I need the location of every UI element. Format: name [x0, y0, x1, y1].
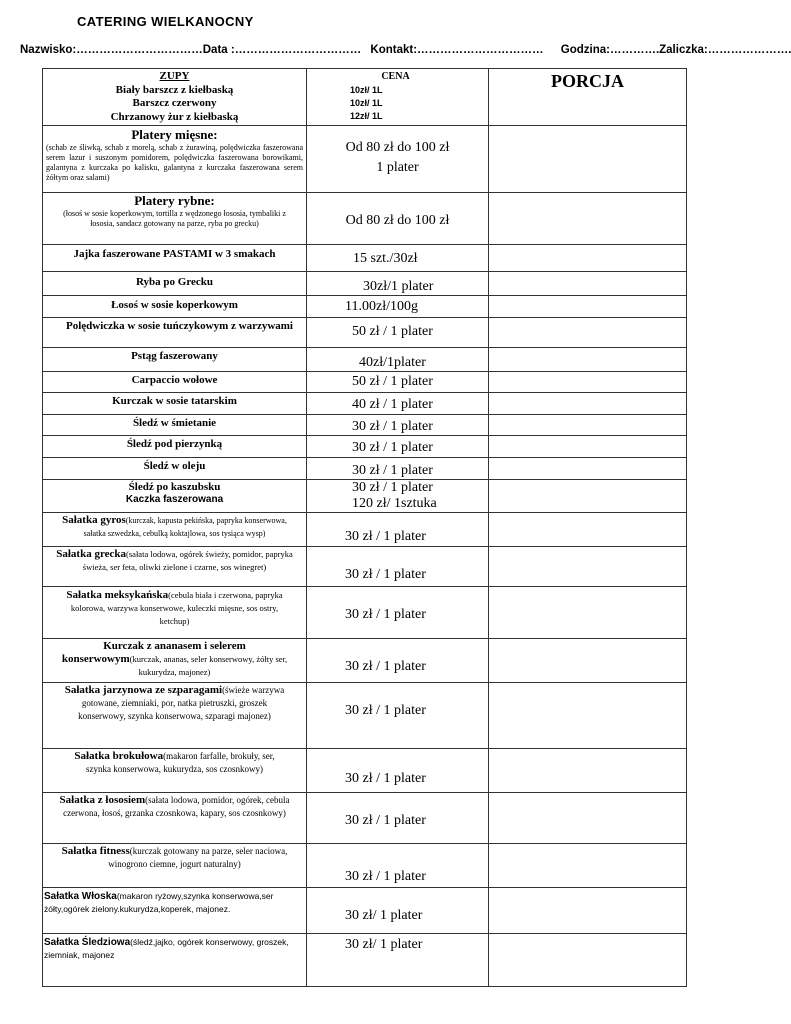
salad-price: 30 zł / 1 plater	[345, 703, 426, 718]
salad-price: 30 zł/ 1 plater	[345, 937, 423, 952]
salad-description: (kurczak gotowany na parze, seler naciowa, winogrono ciemne, jogurt naturalny)	[108, 846, 288, 869]
portion-cell[interactable]	[489, 348, 687, 372]
portion-cell[interactable]	[489, 513, 687, 547]
deposit-field[interactable]: Zaliczka:………………….	[659, 44, 791, 56]
table-row	[43, 436, 687, 458]
table-row	[43, 683, 687, 749]
portion-cell[interactable]	[489, 844, 687, 888]
salad-description: (cebula biała i czerwona, papryka kolorowa, warzywa konserwowe, kuleczki mięsne, sos ostry, ketchup)	[70, 590, 283, 626]
portion-cell[interactable]	[489, 683, 687, 749]
salad-description: (sałata lodowa, ogórek świeży, pomidor, papryka świeża, ser feta, oliwki zielone i czarne, sos winegret)	[82, 549, 293, 572]
portion-cell[interactable]	[489, 245, 687, 272]
menu-table	[42, 68, 687, 987]
salad-name: Kurczak z ananasem i selerem konserwowym	[61, 640, 246, 665]
item-price: 30 zł / 1 plater	[352, 480, 433, 495]
meat-platters-description: (schab ze śliwką, schab z morelą, schab z żurawiną, polędwiczka faszerowana serem lazur i suszonym pomidorem, polędwiczka faszerowana borowikami, galantyna z kurczaka po kalisku, galantyna z kurczaka faszerowana serem żółtym oraz salami)	[46, 143, 303, 182]
soup-item: Barszcz czerwony	[132, 97, 217, 109]
item-name: Śledź w oleju	[143, 460, 206, 472]
salad-price: 30 zł / 1 plater	[345, 567, 426, 582]
item-price: 15 szt./30zł	[353, 251, 418, 266]
table-row	[43, 69, 687, 126]
table-row	[43, 458, 687, 480]
salad-description: (kurczak, ananas, seler konserwowy, żółty ser, kukurydza, majonez)	[129, 654, 288, 677]
table-row	[43, 793, 687, 844]
table-row	[43, 272, 687, 296]
table-row	[43, 348, 687, 372]
contact-field[interactable]: Kontakt:……………………………	[370, 44, 544, 56]
document-title: CATERING WIELKANOCNY	[77, 14, 254, 29]
portion-cell[interactable]	[489, 415, 687, 436]
portion-cell[interactable]	[489, 272, 687, 296]
table-row	[43, 480, 687, 513]
fish-platters-price: Od 80 zł do 100 zł	[345, 213, 450, 228]
soups-header: ZUPY	[159, 70, 190, 82]
table-row	[43, 888, 687, 934]
meat-platters-unit: 1 plater	[376, 160, 419, 175]
salad-price: 30 zł / 1 plater	[345, 659, 426, 674]
soup-price: 10zł/ 1L	[350, 98, 383, 108]
item-price: 30 zł / 1 plater	[352, 463, 433, 478]
portion-cell[interactable]	[489, 639, 687, 683]
portion-cell[interactable]	[489, 393, 687, 415]
item-name: Śledź w śmietanie	[132, 417, 217, 429]
table-row	[43, 245, 687, 272]
table-row	[43, 415, 687, 436]
soup-item: Biały barszcz z kiełbaską	[115, 83, 234, 96]
salad-price: 30 zł / 1 plater	[345, 869, 426, 884]
fish-platters-name: Platery rybne:	[134, 193, 215, 208]
salad-description: (kurczak, kapusta pekińska, papryka konserwowa, sałatka szwedzka, cebulką koktajlowa, sos tysiąca wysp)	[83, 516, 287, 538]
item-price: 30zł/1 plater	[363, 279, 434, 294]
salad-name: Sałatka Śledziowa	[44, 937, 131, 948]
portion-cell[interactable]	[489, 69, 687, 126]
salad-price: 30 zł / 1 plater	[345, 607, 426, 622]
surname-field[interactable]: Nazwisko:……………………………	[20, 44, 203, 56]
salad-name: Sałatka z łososiem	[59, 794, 146, 806]
salad-price: 30 zł / 1 plater	[345, 771, 426, 786]
item-name: Jajka faszerowane PASTAMI w 3 smakach	[73, 248, 276, 260]
table-row	[43, 513, 687, 547]
order-header	[20, 44, 791, 56]
table-row	[43, 844, 687, 888]
salad-description: (świeże warzywa gotowane, ziemniaki, por, natka pietruszki, groszek konserwowy, szynka konserwowa, szparagi majonez)	[78, 685, 285, 721]
item-name: Kaczka faszerowana	[125, 494, 224, 505]
portion-cell[interactable]	[489, 934, 687, 987]
meat-platters-price: Od 80 zł do 100 zł	[345, 140, 450, 155]
item-price: 120 zł/ 1sztuka	[352, 496, 437, 511]
salad-description: (makaron farfalle, brokuły, ser, szynka konserwowa, kukurydza, sos czosnkowy)	[86, 751, 275, 774]
portion-cell[interactable]	[489, 458, 687, 480]
table-row	[43, 639, 687, 683]
salad-price: 30 zł/ 1 plater	[345, 908, 423, 923]
table-row	[43, 126, 687, 193]
portion-cell[interactable]	[489, 547, 687, 587]
item-name: Polędwiczka w sosie tuńczykowym z warzywami	[66, 320, 293, 332]
fish-platters-description: (łosoś w sosie koperkowym, tortilla z wędzonego łososia, tymbaliki z łososia, sandacz gotowany na parze, ryba po grecku)	[63, 209, 286, 228]
item-name: Łosoś w sosie koperkowym	[111, 299, 238, 311]
price-header: CENA	[381, 71, 410, 82]
item-name: Śledź po kaszubsku	[128, 481, 221, 493]
table-row	[43, 587, 687, 639]
portion-cell[interactable]	[489, 372, 687, 393]
item-price: 30 zł / 1 plater	[352, 440, 433, 455]
portion-cell[interactable]	[489, 793, 687, 844]
item-name: Ryba po Grecku	[135, 276, 214, 288]
meat-platters-name: Platery mięsne:	[131, 127, 218, 142]
item-name: Kurczak w sosie tatarskim	[112, 395, 237, 407]
soup-price: 10zł/ 1L	[350, 85, 383, 95]
salad-description: (śledź,jajko, ogórek konserwowy, groszek, ziemniak, majonez	[44, 937, 289, 960]
table-row	[43, 372, 687, 393]
table-row	[43, 318, 687, 348]
portion-cell[interactable]	[489, 888, 687, 934]
salad-name: Sałatka fitness	[61, 845, 130, 857]
item-price: 11.00zł/100g	[345, 299, 418, 314]
salad-name: Sałatka Włoska	[44, 891, 117, 902]
portion-cell[interactable]	[489, 296, 687, 318]
portion-cell[interactable]	[489, 480, 687, 513]
item-name: Carpaccio wołowe	[131, 374, 218, 386]
item-name: Pstąg faszerowany	[131, 350, 218, 362]
table-row	[43, 296, 687, 318]
table-row	[43, 934, 687, 987]
table-row	[43, 547, 687, 587]
soup-item: Chrzanowy żur z kiełbaską	[110, 110, 239, 123]
salad-description: (sałata lodowa, pomidor, ogórek, cebula czerwona, łosoś, grzanka czosnkowa, kapary, sos czosnkowy)	[63, 795, 290, 818]
date-field[interactable]: Data :……………………………	[202, 44, 362, 56]
item-price: 50 zł / 1 plater	[352, 374, 433, 389]
salad-name: Sałatka jarzynowa ze szparagami	[64, 684, 223, 696]
portion-cell[interactable]	[489, 126, 687, 193]
salad-name: Sałatka meksykańska	[66, 589, 169, 601]
item-price: 50 zł / 1 plater	[352, 324, 433, 339]
portion-cell[interactable]	[489, 587, 687, 639]
item-price: 30 zł / 1 plater	[352, 419, 433, 434]
salad-name: Sałatka gyros	[62, 514, 126, 526]
salad-price: 30 zł / 1 plater	[345, 813, 426, 828]
soup-price: 12zł/ 1L	[350, 111, 383, 121]
salad-name: Sałatka grecka	[56, 548, 127, 560]
item-name: Śledź pod pierzynką	[126, 438, 223, 450]
table-row	[43, 749, 687, 793]
table-row	[43, 393, 687, 415]
time-field[interactable]: Godzina:………….	[560, 44, 660, 56]
item-price: 40zł/1plater	[359, 355, 426, 370]
portion-header: PORCJA	[551, 71, 624, 91]
table-row	[43, 193, 687, 245]
salad-price: 30 zł / 1 plater	[345, 529, 426, 544]
salad-name: Sałatka brokułowa	[74, 750, 164, 762]
salad-description: (makaron ryżowy,szynka konserwowa,ser żółty,ogórek zielony.kukurydza,koperek, majonez.	[44, 891, 274, 914]
portion-cell[interactable]	[489, 749, 687, 793]
portion-cell[interactable]	[489, 318, 687, 348]
item-price: 40 zł / 1 plater	[352, 397, 433, 412]
portion-cell[interactable]	[489, 436, 687, 458]
portion-cell[interactable]	[489, 193, 687, 245]
